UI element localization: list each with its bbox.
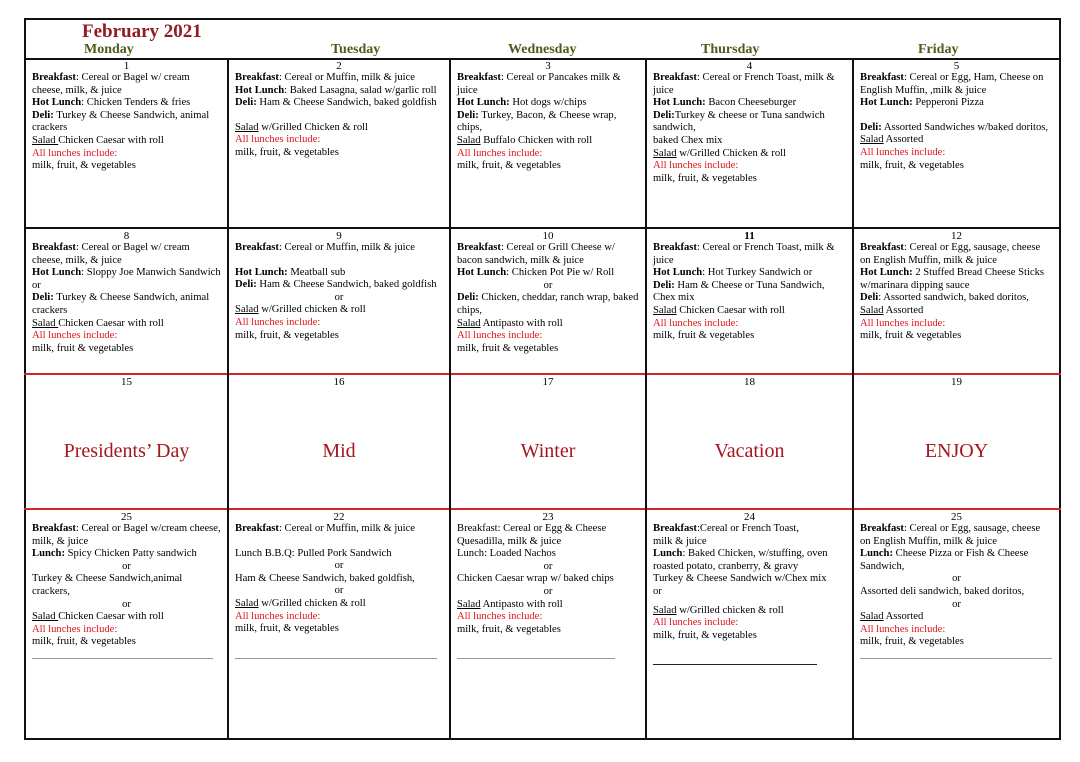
lunch-line: Lunch: Loaded Nachos bbox=[457, 548, 556, 560]
included-items: milk, fruit, & vegetables bbox=[860, 636, 964, 648]
or-separator: or bbox=[653, 585, 662, 597]
deli-line: Deli: Chicken, cheddar, ranch wrap, baked chips, bbox=[457, 292, 639, 316]
deli-line: Chicken Caesar wrap w/ baked chips bbox=[457, 573, 614, 585]
deli-side-line: baked Chex mix bbox=[653, 134, 723, 146]
included-items: milk, fruit & vegetables bbox=[653, 330, 755, 342]
or-separator: or bbox=[543, 279, 553, 291]
day-header-wednesday: Wednesday bbox=[508, 42, 577, 57]
deli-line: Deli: Turkey & Cheese Sandwich, animal crackers bbox=[32, 109, 210, 134]
day-cell-feb-23 bbox=[229, 511, 449, 636]
all-lunches-note: All lunches include: bbox=[457, 330, 543, 342]
salad-line: Salad Chicken Caesar with roll bbox=[32, 317, 164, 329]
holiday-text-vacation: Vacation bbox=[714, 440, 785, 462]
breakfast-line: Breakfast: Cereal or Bagel w/ cream cheese, milk, & juice bbox=[32, 72, 190, 96]
all-lunches-note: All lunches include: bbox=[653, 617, 739, 629]
breakfast-line: Breakfast: Cereal or Bagel w/ cream cheese, milk, & juice bbox=[32, 242, 190, 266]
breakfast-line: Breakfast: Cereal or Egg & Cheese Quesadilla, milk & juice bbox=[457, 523, 607, 547]
deli-line: Deli: Ham & Cheese Sandwich, baked goldfish bbox=[235, 97, 437, 109]
day-cell-feb-16 bbox=[229, 376, 449, 388]
breakfast-line: Breakfast: Cereal or Egg, Ham, Cheese on English Muffin, ,milk & juice bbox=[860, 72, 1044, 96]
day-cell-feb-11 bbox=[647, 230, 852, 343]
or-separator: or bbox=[334, 585, 344, 597]
date-number: 18 bbox=[744, 376, 755, 388]
day-header-monday: Monday bbox=[84, 42, 134, 57]
deli-line: Turkey & Cheese Sandwich,animal crackers, bbox=[32, 573, 183, 597]
or-separator: or bbox=[334, 291, 344, 303]
all-lunches-note: All lunches include: bbox=[235, 134, 321, 146]
holiday-text-presidents-day: Presidents’ Day bbox=[63, 440, 190, 462]
included-items: milk, fruit, & vegetables bbox=[653, 629, 757, 641]
included-items: milk, fruit & vegetables bbox=[32, 342, 134, 354]
salad-line: Salad Assorted bbox=[860, 134, 924, 146]
included-items: milk, fruit, & vegetables bbox=[235, 146, 339, 158]
date-number: 15 bbox=[121, 376, 132, 388]
all-lunches-note: All lunches include: bbox=[235, 610, 321, 622]
or-separator: or bbox=[952, 573, 961, 585]
deli-line: Deli: Ham & Cheese or Tuna Sandwich, Chex mix bbox=[653, 279, 825, 304]
date-number: 25 bbox=[121, 511, 132, 523]
deli-line: Deli: Assorted sandwich, baked doritos, bbox=[860, 292, 1029, 304]
salad-line: Salad w/Grilled chicken & roll bbox=[235, 304, 366, 316]
day-cell-feb-22 bbox=[26, 511, 227, 649]
breakfast-line: Breakfast: Cereal or Pancakes milk & juice bbox=[457, 72, 621, 96]
breakfast-line: Breakfast: Cereal or Muffin, milk & juice bbox=[235, 523, 415, 534]
all-lunches-note: All lunches include: bbox=[860, 623, 946, 635]
deli-line: Assorted deli sandwich, baked doritos, bbox=[860, 585, 1025, 597]
included-items: milk, fruit, & vegetables bbox=[457, 623, 561, 635]
hot-lunch-line: Hot Lunch: Chicken Tenders & fries bbox=[32, 97, 191, 109]
or-separator: or bbox=[543, 585, 553, 597]
day-cell-feb-18 bbox=[647, 376, 852, 388]
date-number: 3 bbox=[545, 60, 551, 72]
deli-line: Deli:Turkey & cheese or Tuna sandwich sandwich, bbox=[653, 109, 825, 134]
salad-line: Salad Chicken Caesar with roll bbox=[32, 611, 164, 623]
or-separator: or bbox=[334, 560, 344, 572]
date-number: 17 bbox=[542, 376, 554, 388]
breakfast-line: Breakfast: Cereal or French Toast, milk & juice bbox=[653, 72, 835, 96]
included-items: milk, fruit, & vegetables bbox=[653, 172, 757, 184]
day-cell-feb-2 bbox=[229, 60, 449, 160]
hot-lunch-line: Hot Lunch: 2 Stuffed Bread Cheese Sticks w/marinara dipping sauce bbox=[860, 267, 1045, 291]
salad-line: Salad w/Grilled chicken & roll bbox=[235, 597, 366, 609]
date-number: 23 bbox=[542, 511, 554, 523]
all-lunches-note: All lunches include: bbox=[457, 147, 543, 159]
hot-lunch-line: Hot Lunch: Hot Turkey Sandwich or bbox=[653, 267, 813, 279]
all-lunches-note: All lunches include: bbox=[860, 146, 946, 158]
breakfast-line: Breakfast: Cereal or French Toast, milk & juice bbox=[653, 242, 835, 266]
salad-line: Salad Assorted bbox=[860, 304, 924, 316]
lunch-line: Lunch: Baked Chicken, w/stuffing, oven roasted potato, cranberry, & gravy bbox=[653, 548, 828, 572]
grid-rule-week2 bbox=[24, 373, 1061, 375]
lunch-line: Lunch: Cheese Pizza or Fish & Cheese Sandwich, bbox=[860, 548, 1029, 572]
blank-rule bbox=[457, 658, 615, 659]
salad-line: Salad w/Grilled Chicken & roll bbox=[235, 121, 368, 133]
salad-line: Salad Antipasto with roll bbox=[457, 317, 563, 329]
salad-line: Salad w/Grilled chicken & roll bbox=[653, 604, 784, 616]
day-cell-feb-4 bbox=[647, 60, 852, 185]
deli-line: Ham & Cheese Sandwich, baked goldfish, bbox=[235, 572, 415, 584]
salad-line: Salad Buffalo Chicken with roll bbox=[457, 134, 593, 146]
hot-lunch-line: Hot Lunch: Baked Lasagna, salad w/garlic roll bbox=[235, 84, 437, 96]
all-lunches-note: All lunches include: bbox=[653, 317, 739, 329]
date-number: 4 bbox=[746, 60, 753, 72]
day-header-tuesday: Tuesday bbox=[331, 42, 381, 57]
lunch-line: Lunch B.B.Q: Pulled Pork Sandwich bbox=[235, 547, 392, 559]
included-items: milk, fruit & vegetables bbox=[860, 330, 962, 342]
date-number: 2 bbox=[336, 60, 342, 72]
day-cell-feb-19 bbox=[854, 376, 1059, 388]
or-separator: or bbox=[543, 560, 553, 572]
salad-line: Salad Chicken Caesar with roll bbox=[32, 134, 164, 146]
holiday-text-mid: Mid bbox=[322, 440, 356, 462]
all-lunches-note: All lunches include: bbox=[32, 330, 118, 342]
day-cell-feb-1 bbox=[26, 60, 227, 173]
hot-lunch-line: Hot Lunch: Hot dogs w/chips bbox=[457, 97, 587, 109]
salad-line: Salad Antipasto with roll bbox=[457, 598, 563, 610]
date-number: 9 bbox=[336, 230, 342, 242]
date-number: 16 bbox=[333, 376, 345, 388]
grid-rule-week3 bbox=[24, 508, 1061, 510]
included-items: milk, fruit, & vegetables bbox=[860, 159, 964, 171]
all-lunches-note: All lunches include: bbox=[653, 160, 739, 172]
lunch-line: Lunch: Spicy Chicken Patty sandwich bbox=[32, 548, 197, 560]
all-lunches-note: All lunches include: bbox=[32, 623, 118, 635]
date-number: 11 bbox=[744, 230, 755, 242]
blank-rule bbox=[860, 658, 1052, 659]
deli-line: Deli: Ham & Cheese Sandwich, baked goldfish bbox=[235, 279, 437, 291]
date-number: 19 bbox=[951, 376, 962, 388]
deli-line: Deli: Turkey, Bacon, & Cheese wrap, chips, bbox=[457, 109, 617, 134]
deli-line: Turkey & Cheese Sandwich w/Chex mix bbox=[653, 573, 827, 585]
day-cell-feb-5 bbox=[854, 60, 1059, 172]
hot-lunch-line: Hot Lunch: Chicken Pot Pie w/ Roll bbox=[457, 267, 615, 279]
all-lunches-note: All lunches include: bbox=[32, 147, 118, 159]
holiday-text-enjoy: ENJOY bbox=[924, 440, 989, 462]
all-lunches-note: All lunches include: bbox=[457, 611, 543, 623]
hot-lunch-line: Hot Lunch: Sloppy Joe Manwich Sandwich or bbox=[32, 267, 221, 291]
hot-lunch-line: Hot Lunch: Bacon Cheeseburger bbox=[653, 97, 797, 109]
date-number: 1 bbox=[123, 60, 130, 72]
date-number: 5 bbox=[953, 60, 960, 72]
day-cell-feb-24 bbox=[451, 511, 645, 636]
grid-col-rule-1 bbox=[227, 58, 229, 740]
date-number: 24 bbox=[744, 511, 755, 523]
grid-rule-week1 bbox=[24, 227, 1061, 229]
holiday-text-winter: Winter bbox=[520, 440, 576, 462]
or-separator: or bbox=[122, 598, 131, 610]
hot-lunch-line: Hot Lunch: Pepperoni Pizza bbox=[860, 97, 984, 109]
blank-rule bbox=[32, 658, 213, 659]
salad-line: Salad Assorted bbox=[860, 611, 924, 623]
day-cell-feb-8 bbox=[26, 230, 227, 355]
date-number: 8 bbox=[123, 230, 130, 242]
breakfast-line: Breakfast: Cereal or Grill Cheese w/ bacon sandwich, milk & juice bbox=[457, 242, 615, 266]
date-number: 12 bbox=[951, 230, 962, 242]
day-cell-feb-3 bbox=[451, 60, 645, 173]
all-lunches-note: All lunches include: bbox=[860, 317, 946, 329]
breakfast-line: Breakfast: Cereal or Bagel w/cream cheese, milk, & juice bbox=[32, 523, 221, 547]
calendar-title: February 2021 bbox=[82, 21, 202, 42]
blank-rule bbox=[235, 658, 437, 659]
day-header-friday: Friday bbox=[918, 42, 959, 57]
breakfast-line: Breakfast: Cereal or Muffin, milk & juice bbox=[235, 72, 415, 83]
day-cell-feb-15 bbox=[26, 376, 227, 388]
day-cell-feb-9 bbox=[229, 230, 449, 342]
salad-line: Salad w/Grilled Chicken & roll bbox=[653, 147, 786, 159]
breakfast-drink-line: milk & juice bbox=[653, 535, 707, 547]
blank-rule bbox=[653, 664, 817, 665]
breakfast-line: Breakfast: Cereal or Muffin, milk & juice bbox=[235, 242, 415, 253]
included-items: milk, fruit, & vegetables bbox=[235, 623, 339, 635]
salad-line: Salad Chicken Caesar with roll bbox=[653, 304, 785, 316]
day-cell-feb-25 bbox=[647, 511, 852, 642]
day-cell-feb-17 bbox=[451, 376, 645, 388]
deli-line: Deli: Assorted Sandwiches w/baked doritos, bbox=[860, 121, 1049, 133]
included-items: milk, fruit, & vegetables bbox=[32, 636, 136, 648]
breakfast-line: Breakfast: Cereal or Egg, sausage, cheese on English Muffin, milk & juice bbox=[860, 523, 1041, 547]
day-header-thursday: Thursday bbox=[701, 42, 760, 57]
included-items: milk, fruit, & vegetables bbox=[235, 329, 339, 341]
hot-lunch-line: Hot Lunch: Meatball sub bbox=[235, 266, 346, 278]
day-cell-feb-10 bbox=[451, 230, 645, 355]
day-cell-feb-26 bbox=[854, 511, 1059, 649]
day-cell-feb-12 bbox=[854, 230, 1059, 343]
all-lunches-note: All lunches include: bbox=[235, 316, 321, 328]
date-number: 10 bbox=[542, 230, 554, 242]
date-number: 22 bbox=[333, 511, 345, 523]
included-items: milk, fruit, & vegetables bbox=[457, 160, 561, 172]
breakfast-line: Breakfast:Cereal or French Toast, bbox=[653, 523, 799, 534]
included-items: milk, fruit, & vegetables bbox=[32, 160, 136, 172]
included-items: milk, fruit & vegetables bbox=[457, 342, 559, 354]
breakfast-line: Breakfast: Cereal or Egg, sausage, cheese on English Muffin, milk & juice bbox=[860, 242, 1041, 266]
or-separator: or bbox=[952, 598, 961, 610]
date-number: 25 bbox=[951, 511, 962, 523]
or-separator: or bbox=[122, 560, 131, 572]
deli-line: Deli: Turkey & Cheese Sandwich, animal crackers bbox=[32, 292, 210, 316]
